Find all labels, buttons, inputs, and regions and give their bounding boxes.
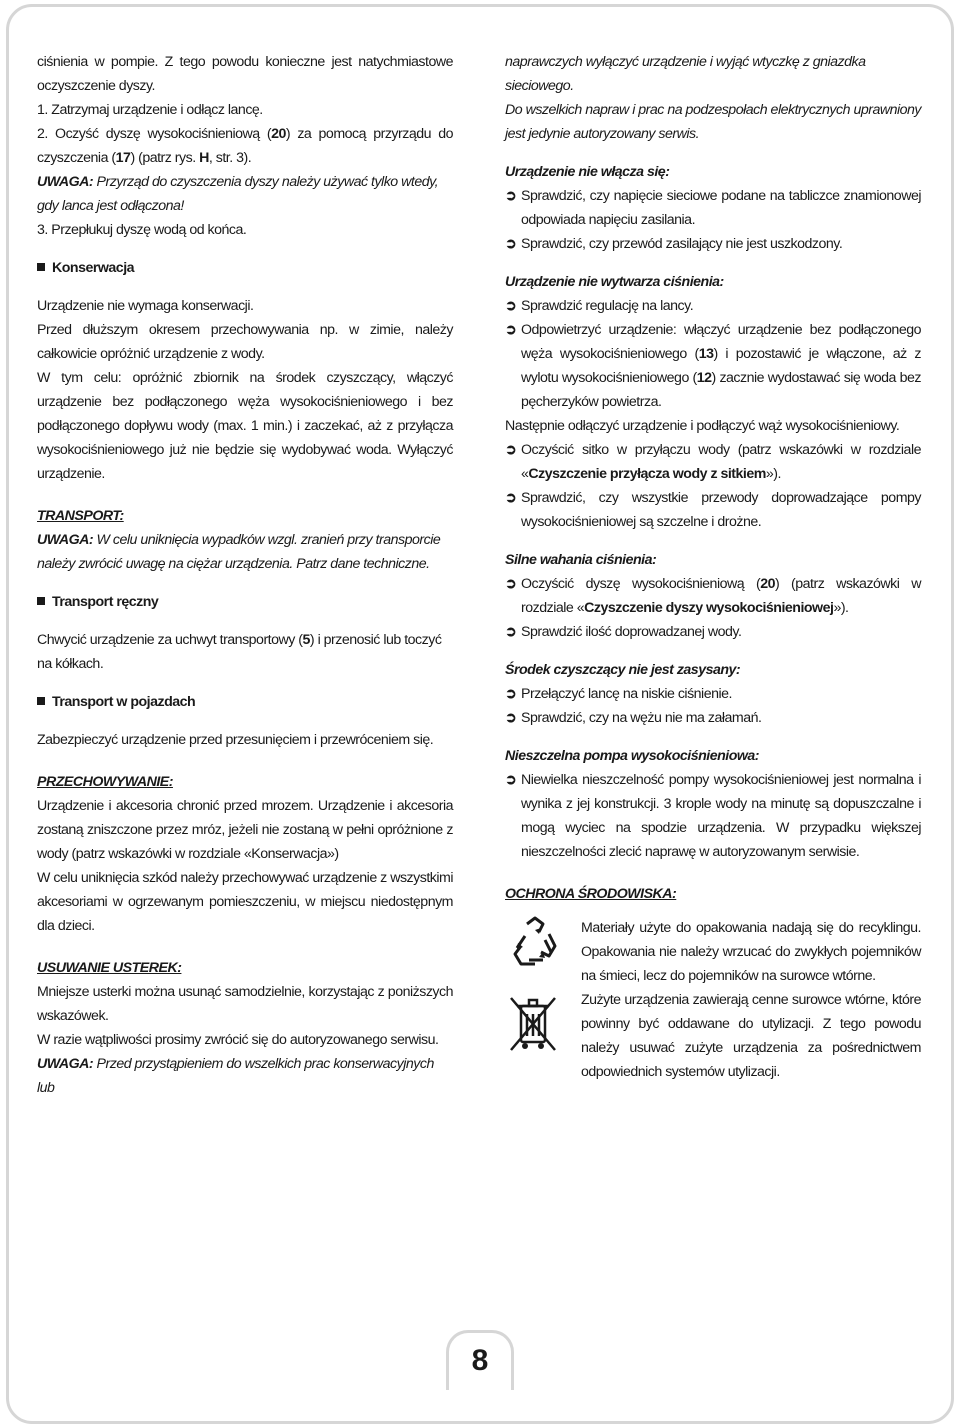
fault-heading-no-pressure: Urządzenie nie wytwarza ciśnienia: [505,274,724,290]
warning-label: UWAGA: [37,174,94,190]
fault-item: ➲ Oczyścić dyszę wysokociśnieniową (20) (patrz wskazówki w rozdziale «Czyszczenie dyszy wysokociśnieniowej»). [505,572,921,620]
fault-note: Następnie odłączyć urządzenie i podłączyć wąż wysokociśnieniowy. [505,418,900,434]
fault-item: ➲ Oczyścić sitko w przyłączu wody (patrz wskazówki w rozdziale «Czyszczenie przyłącza wody z sitkiem»). [505,438,921,486]
usuwanie-text-1: Mniejsze usterki można usunąć samodzielnie, korzystając z poniższych wskazówek. [37,984,453,1024]
konserwacja-text-3: W tym celu: opróżnić zbiornik na środek czyszczący, włączyć urządzenie bez podłączonego węża wysokociśnieniowego i bez podłączonego dopływu wody (max. 1 min.) i zaczekać, aż z przyłącza wysokociśnieniowego już nie będzie się wydobywać woda. Wyłączyć urządzenie. [37,370,453,482]
arrow-bullet-icon: ➲ [505,710,517,726]
arrow-bullet-icon: ➲ [505,298,517,314]
page-number: 8 [471,1344,489,1377]
step-1: 1. Zatrzymaj urządzenie i odłącz lancę. [37,102,263,118]
section-heading-pojazd: Transport w pojazdach [37,690,453,714]
section-title-transport: TRANSPORT: [37,508,124,524]
section-title-ochrona: OCHRONA ŚRODOWISKA: [505,886,677,902]
arrow-bullet-icon: ➲ [505,322,517,338]
fault-item: ➲ Sprawdzić, czy na wężu nie ma załamań. [505,706,921,730]
step-3: 3. Przepłukuj dyszę wodą od końca. [37,222,247,238]
usuwanie-text-2: W razie wątpliwości prosimy zwrócić się do autoryzowanego serwisu. [37,1032,439,1048]
continued-text-2: Do wszelkich napraw i prac na podzespołach elektrycznych uprawniony jest jedynie autoryzowany serwis. [505,102,921,142]
fault-item: ➲ Sprawdzić ilość doprowadzanej wody. [505,620,921,644]
fault-heading-pressure-fluctuation: Silne wahania ciśnienia: [505,552,657,568]
warning-transport: UWAGA: W celu uniknięcia wypadków wzgl. zranień przy transporcie należy zwrócić uwagę na ciężar urządzenia. Patrz dane techniczne. [37,532,441,572]
square-bullet-icon [37,697,45,705]
environment-text-2: Zużyte urządzenia zawierają cenne surowce wtórne, które powinny być oddawane do utylizacji. Z tego powodu należy usuwać zużyte urządzenia za pośrednictwem odpowiednich systemów utylizacji. [581,992,921,1080]
warning-maintenance: UWAGA: Przed przystąpieniem do wszelkich prac konserwacyjnych lub [37,1056,434,1096]
fault-item: ➲ Odpowietrzyć urządzenie: włączyć urządzenie bez podłączonego węża wysokociśnieniowego (13) i pozostawić je włączone, aż z wylotu wysokociśnieniowego (12) zacznie wydostawać się woda bez pęcherzyków powietrza. [505,318,921,414]
fault-heading-no-power: Urządzenie nie włącza się: [505,164,670,180]
left-column [37,50,453,1100]
continued-text-1: naprawczych wyłączyć urządzenie i wyjąć wtyczkę z gniazdka sieciowego. [505,54,866,94]
intro-paragraph: ciśnienia w pompie. Z tego powodu konieczne jest natychmiastowe oczyszczenie dyszy. [37,54,453,94]
crossed-bin-icon [505,992,561,1056]
environment-text [581,916,921,1084]
fault-item: ➲ Niewielka nieszczelność pompy wysokociśnieniowej jest normalna i wynika z jej konstrukcji. 3 krople wody na minutę są dopuszczalne i mogą wyciec na spodzie urządzenia. W przypadku większej nieszczelności zlecić naprawę w autoryzowanym serwisie. [505,768,921,864]
section-heading-reczny: Transport ręczny [37,590,453,614]
reczny-text: Chwycić urządzenie za uchwyt transportowy (5) i przenosić lub toczyć na kółkach. [37,632,442,672]
przechowywanie-text-2: W celu uniknięcia szkód należy przechowywać urządzenie z wszystkimi akcesoriami w ogrzewanym pomieszczeniu, w miejscu niedostępnym dla dzieci. [37,870,453,934]
square-bullet-icon [37,597,45,605]
warning-nozzle: UWAGA: Przyrząd do czyszczenia dyszy należy używać tylko wtedy, gdy lanca jest odłączona! [37,174,439,214]
fault-item: ➲ Sprawdzić regulację na lancy. [505,294,921,318]
fault-item: ➲ Przełączyć lancę na niskie ciśnienie. [505,682,921,706]
arrow-bullet-icon: ➲ [505,686,517,702]
arrow-bullet-icon: ➲ [505,576,517,592]
fault-heading-leaking-pump: Nieszczelna pompa wysokociśnieniowa: [505,748,760,764]
section-title-usuwanie: USUWANIE USTEREK: [37,960,182,976]
environment-block [505,916,921,1080]
konserwacja-text-1: Urządzenie nie wymaga konserwacji. [37,298,254,314]
przechowywanie-text-1: Urządzenie i akcesoria chronić przed mrozem. Urządzenie i akcesoria zostaną zniszczone przez mróz, jeżeli nie zostaną w pełni opróżnione z wody (patrz wskazówki w rozdziale «Konserwacja») [37,798,453,862]
arrow-bullet-icon: ➲ [505,442,517,458]
environment-text-1: Materiały użyte do opakowania nadają się do recyklingu. Opakowania nie należy wrzucać do zwykłych pojemników na śmieci, lecz do pojemników na surowce wtórne. [581,920,921,984]
section-title-przechowywanie: PRZECHOWYWANIE: [37,774,173,790]
section-heading-konserwacja: Konserwacja [37,256,453,280]
fault-item: ➲ Sprawdzić, czy wszystkie przewody doprowadzające pompy wysokociśnieniowej są szczelne i drożne. [505,486,921,534]
arrow-bullet-icon: ➲ [505,772,517,788]
fault-item: ➲ Sprawdzić, czy przewód zasilający nie jest uszkodzony. [505,232,921,256]
fault-item: ➲ Sprawdzić, czy napięcie sieciowe podane na tabliczce znamionowej odpowiada napięciu zasilania. [505,184,921,232]
konserwacja-text-2: Przed dłuższym okresem przechowywania np. w zimie, należy całkowicie opróżnić urządzenie z wody. [37,322,453,362]
step-2: 2. Oczyść dyszę wysokociśnieniową (20) za pomocą przyrządu do czyszczenia (17) (patrz rys. H, str. 3). [37,126,453,166]
square-bullet-icon [37,263,45,271]
recycle-icon [505,916,565,972]
arrow-bullet-icon: ➲ [505,624,517,640]
environment-icons [505,916,575,1064]
pojazd-text: Zabezpieczyć urządzenie przed przesunięciem i przewróceniem się. [37,732,434,748]
right-column [505,50,921,1080]
fault-heading-detergent: Środek czyszczący nie jest zasysany: [505,662,741,678]
arrow-bullet-icon: ➲ [505,236,517,252]
arrow-bullet-icon: ➲ [505,188,517,204]
arrow-bullet-icon: ➲ [505,490,517,506]
